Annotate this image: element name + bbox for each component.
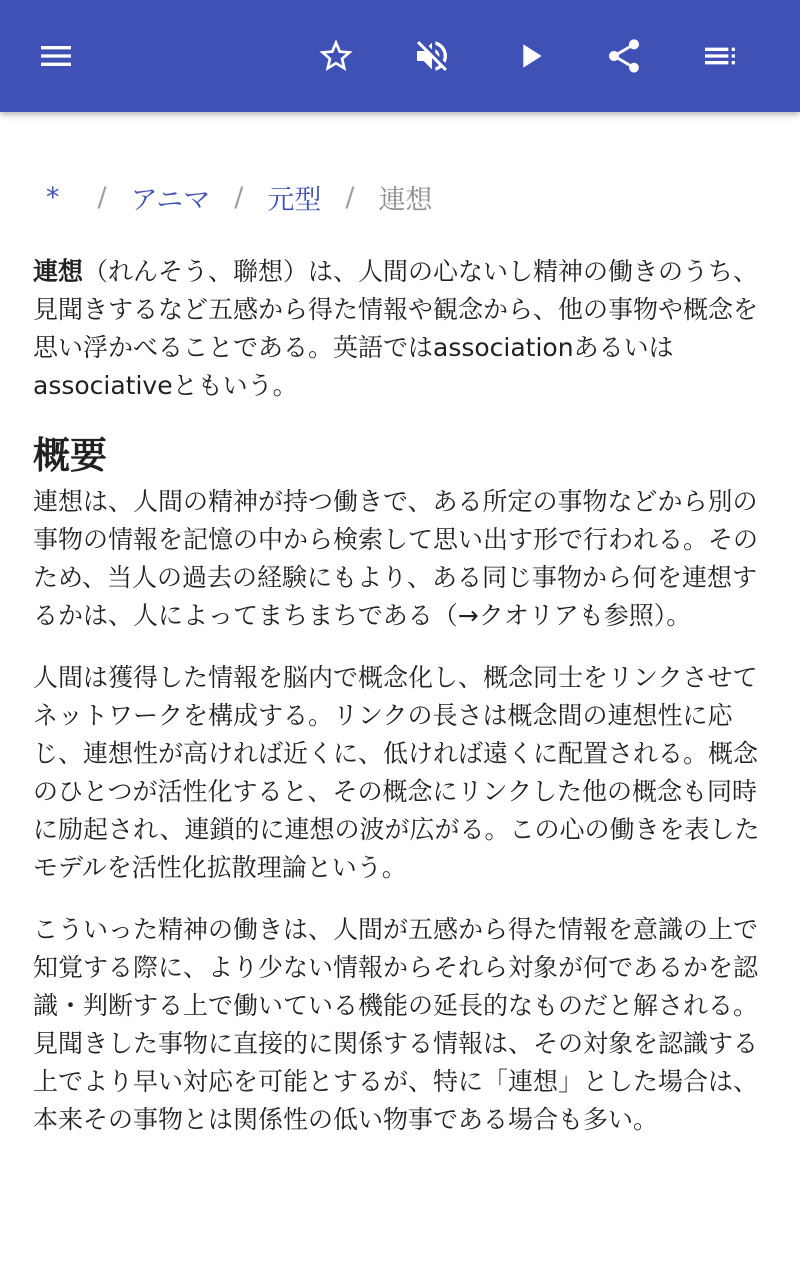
volume-off-icon[interactable]	[404, 28, 460, 84]
play-icon[interactable]	[502, 28, 558, 84]
breadcrumb-link-root[interactable]: *	[46, 181, 60, 213]
breadcrumb-link-archetype[interactable]: 元型	[267, 184, 322, 216]
intro-paragraph	[33, 253, 773, 405]
toc-icon[interactable]	[692, 28, 748, 84]
menu-icon[interactable]	[28, 28, 84, 84]
breadcrumb-separator: /	[345, 181, 355, 213]
breadcrumb-current: 連想	[378, 184, 433, 216]
overview-paragraph-2: 人間は獲得した情報を脳内で概念化し、概念同士をリンクさせてネットワークを構成する。リンクの長さは概念間の連想性に応じ、連想性が高ければ近くに、低ければ遠くに配置される。概念のひとつが活性化すると、その概念にリンクした他の概念も同時に励起され、連鎖的に連想の波が広がる。この心の働きを表したモデルを活性化拡散理論という。	[33, 663, 760, 882]
breadcrumb-link-anima[interactable]: アニマ	[130, 184, 211, 216]
overview-paragraph-1: 連想は、人間の精神が持つ働きで、ある所定の事物などから別の事物の情報を記憶の中から検索して思い出す形で行われる。そのため、当人の過去の経験にもより、ある同じ事物から何を連想するかは、人によってまちまちである（→クオリアも参照）。	[33, 487, 759, 630]
intro-text: （れんそう、聯想）は、人間の心ないし精神の働きのうち、見聞きするなど五感から得た情報や観念から、他の事物や概念を思い浮かべることである。英語ではassociationあるいはassociativeともいう。	[33, 257, 759, 400]
breadcrumb-separator: /	[234, 181, 244, 213]
breadcrumb	[32, 172, 432, 222]
article-content	[33, 253, 773, 1163]
section-heading-overview: 概要	[33, 434, 107, 477]
article-term: 連想	[33, 257, 84, 286]
app-bar	[0, 0, 800, 112]
star-outline-icon[interactable]	[308, 28, 364, 84]
share-icon[interactable]	[596, 28, 652, 84]
breadcrumb-separator: /	[97, 181, 107, 213]
overview-paragraph-3: こういった精神の働きは、人間が五感から得た情報を意識の上で知覚する際に、より少ない情報からそれら対象が何であるかを認識・判断する上で働いている機能の延長的なものだと解される。見聞きした事物に直接的に関係する情報は、その対象を認識する上でより早い対応を可能とするが、特に「連想」とした場合は、本来その事物とは関係性の低い物事である場合も多い。	[33, 915, 759, 1134]
